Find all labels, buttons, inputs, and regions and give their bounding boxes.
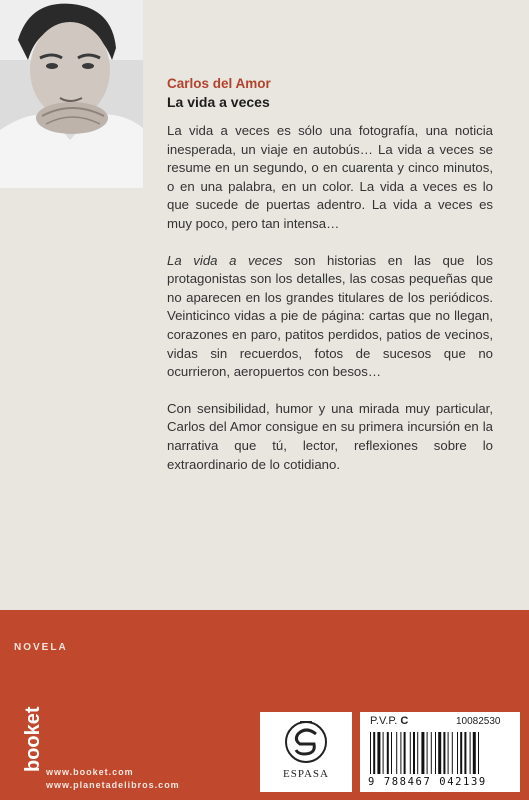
isbn-number: 9 788467 042139 [368,776,487,788]
synopsis-paragraph-3: Con sensibilidad, humor y una mirada muy particular, Carlos del Amor consigue en su primera incursión en la narrativa que tú, lector, reflexiones sobre lo extraordinario de lo cotidiano. [167,400,493,472]
author-name: Carlos del Amor [167,76,271,91]
price-code: C [400,715,409,727]
genre-label: NOVELA [14,642,68,653]
price-label [370,715,408,727]
book-title: La vida a veces [167,94,270,110]
espasa-emblem-icon [260,712,352,768]
synopsis-paragraph-1: La vida a veces es sólo una fotografía, una noticia inesperada, un viaje en autobús… La vida a veces se resume en un segundo, o en cuarenta y cinco minutos, o en una palabra, en un color. La vida a veces es lo que sucede de puertas adentro. La vida a veces es muy poco, pero tan intensa… [167,123,493,231]
barcode-box [360,712,520,792]
synopsis-paragraph-2 [167,252,493,382]
synopsis [167,122,493,492]
reference-number: 10082530 [456,716,501,727]
barcode-icon [368,732,514,776]
price-label-text: P.V.P. [370,715,398,727]
publisher-name: ESPASA [283,768,329,780]
book-title-italic: La vida a veces [167,252,283,268]
booket-logo: booket [22,706,44,772]
publisher-links [46,766,180,792]
link-planetadelibros: www.planetadelibros.com [46,780,180,790]
author-photo [0,0,143,188]
synopsis-paragraph-2-text: son historias en las que los protagonistas son los detalles, las cosas pequeñas que no aparecen en los grandes titulares de los periódicos. Veinticinco vidas a pie de página: cartas que no llegan, corazones en paro, patitos perdidos, patios de vecinos, vidas sin recuerdos, fotos de sucesos que no ocurrieron, aeropuertos con besos… [167,252,493,380]
publisher-box [260,712,352,792]
link-booket: www.booket.com [46,767,134,777]
